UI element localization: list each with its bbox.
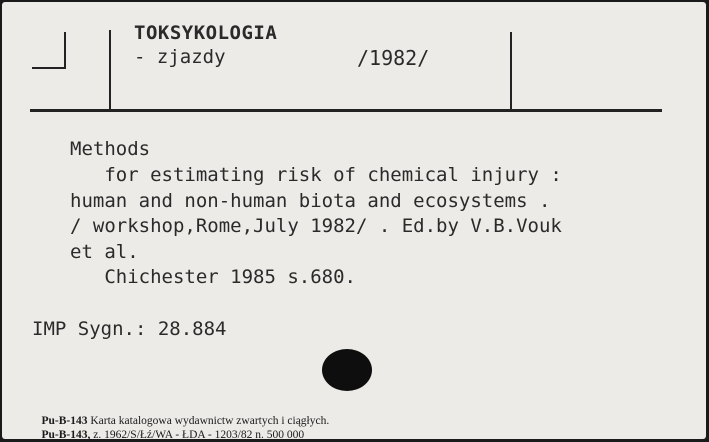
subject-heading: TOKSYKOLOGIA [134,22,278,44]
heading-rule [30,109,662,112]
right-vertical-rule [510,32,512,112]
call-number: IMP Sygn.: 28.884 [32,318,227,340]
form-code: Pu-B-143, [41,429,91,439]
subject-year: /1982/ [357,46,430,70]
entry-line: et al. [70,241,139,263]
entry-line: human and non-human biota and ecosystems . [70,190,551,212]
entry-line: for estimating risk of chemical injury : [70,164,562,186]
entry-line: / workshop,Rome,July 1982/ . Ed.by V.B.Vouk [70,215,562,237]
left-vertical-rule [109,30,111,112]
subject-subheading: - zjazdy [134,46,226,68]
corner-mark [32,32,66,69]
print-info: z. 1962/S/Łź/WA - ŁDA - 1203/82 n. 500 000 [93,429,305,439]
form-code: Pu-B-143 [41,415,88,427]
form-description: Karta katalogowa wydawnictw zwartych i ciągłych. [90,415,330,427]
entry-title: Methods [70,138,151,160]
form-footer-line-2 [30,417,304,439]
entry-line: Chichester 1985 s.680. [70,266,356,288]
punch-hole [322,349,372,391]
catalog-card [2,2,706,439]
